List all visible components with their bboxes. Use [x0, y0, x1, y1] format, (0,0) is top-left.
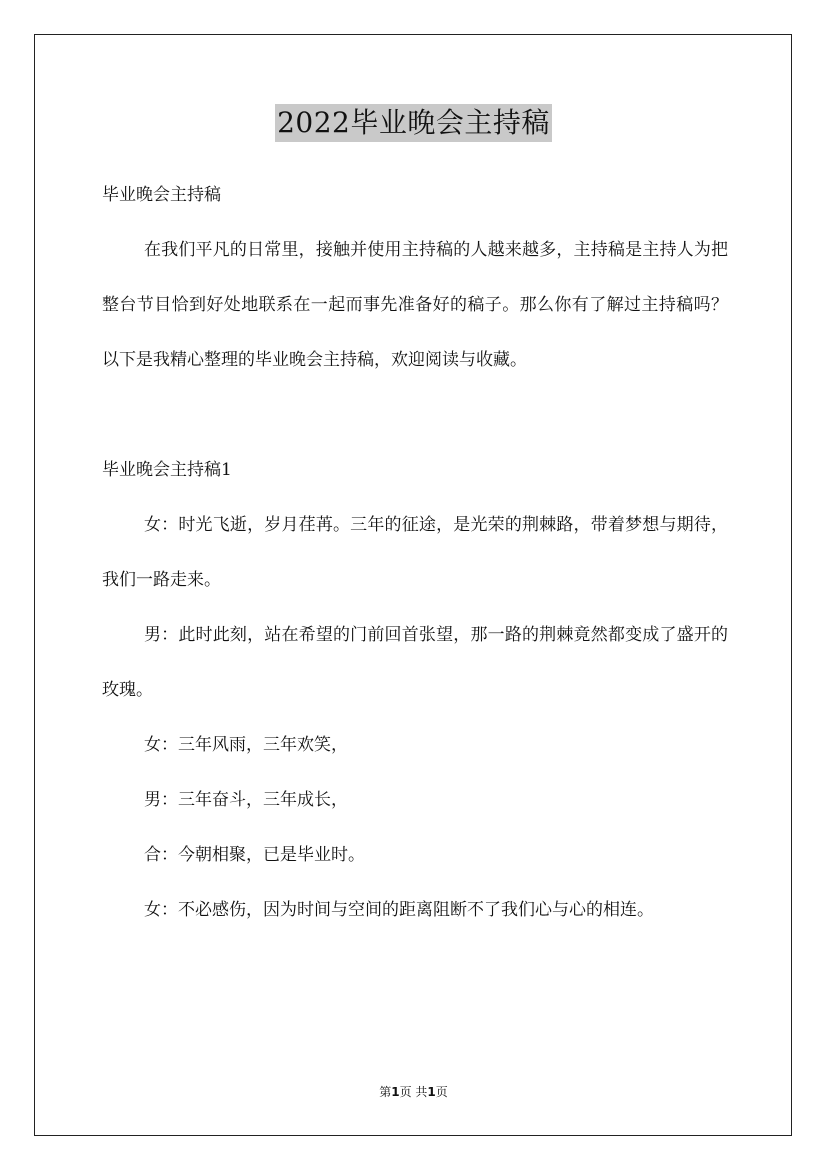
page-footer: [0, 1084, 827, 1100]
page-prefix: 第: [379, 1085, 392, 1099]
script-line: 女：不必感伤，因为时间与空间的距离阻断不了我们心与心的相连。: [144, 900, 654, 920]
title-container: [0, 104, 827, 142]
paragraph-spacer: [102, 388, 728, 443]
script-line: 女：时光飞逝，岁月荏苒。三年的征途，是光荣的荆棘路，带着梦想与期待，我们一路走来。: [102, 515, 728, 590]
document-title: 2022毕业晚会主持稿: [275, 104, 552, 142]
script-line: 男：三年奋斗，三年成长，: [144, 790, 348, 810]
page-current: 1: [391, 1085, 400, 1099]
script-line: 男：此时此刻，站在希望的门前回首张望，那一路的荆棘竟然都变成了盛开的玫瑰。: [102, 625, 728, 700]
page-total: 1: [427, 1085, 436, 1099]
document-body: [102, 168, 728, 938]
intro-paragraph: 在我们平凡的日常里，接触并使用主持稿的人越来越多，主持稿是主持人为把整台节目恰到好处地联系在一起而事先准备好的稿子。那么你有了解过主持稿吗？以下是我精心整理的毕业晚会主持稿，欢迎阅读与收藏。: [102, 240, 728, 370]
script-line: 女：三年风雨，三年欢笑，: [144, 735, 348, 755]
page-suffix: 页: [435, 1085, 448, 1099]
script-line: 合：今朝相聚，已是毕业时。: [144, 845, 365, 865]
intro-heading: 毕业晚会主持稿: [102, 185, 221, 205]
section-heading: 毕业晚会主持稿1: [102, 460, 232, 480]
page-mid: 页 共: [399, 1085, 428, 1099]
